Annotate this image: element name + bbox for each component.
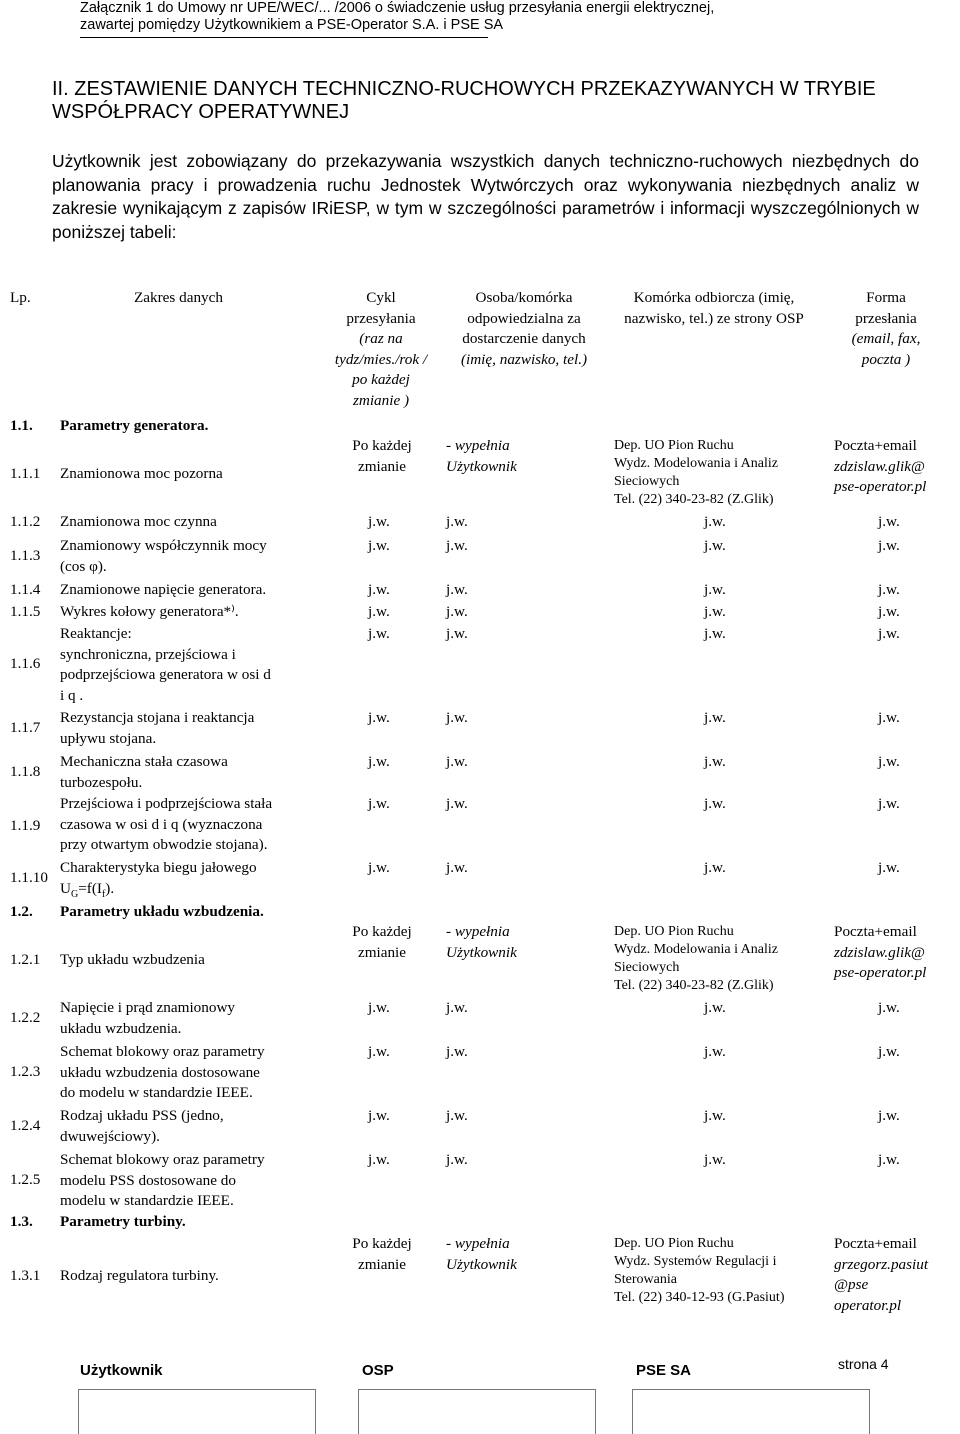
jw-cell: j.w. [446,859,468,876]
jw-cell: j.w. [704,625,726,642]
row-desc [60,624,271,706]
col-header-komorka: Komórka odbiorcza (imię, nazwisko, tel.) ze strony OSP [624,289,804,327]
jw-cell: j.w. [878,859,900,876]
col-header-cykl [328,288,434,411]
footer-osp: OSP [362,1362,394,1379]
row-recv [614,923,778,995]
row-desc-line: turbozespołu. [60,773,143,791]
jw-cell: j.w. [368,709,390,726]
row-desc [60,858,257,905]
form-line: zdzislaw.glik@ [834,457,925,475]
jw-cell: j.w. [878,1107,900,1124]
jw-cell: j.w. [368,1151,390,1168]
row-desc [60,536,267,577]
row-desc [60,998,235,1039]
row-cycle: Po każdej zmianie [352,923,412,961]
row-num: 1.2.2 [10,1009,41,1026]
recv-line: Wydz. Modelowania i Analiz [614,942,779,957]
form-line: zdzislaw.glik@ [834,943,925,961]
row-desc-line: Przejściowa i podprzejściowa stała [60,795,273,812]
row-desc: Znamionowa moc pozorna [60,465,223,482]
osoba-text: Osoba/komórka odpowiedzialna za dostarczenie danych [462,289,586,347]
jw-cell: j.w. [368,753,390,770]
row-num: 1.2.3 [10,1063,41,1080]
row-desc [60,512,217,533]
row-desc-line: Rodzaj układu PSS (jedno, [60,1107,224,1124]
row-desc-line: (cos φ). [60,557,107,575]
document-header [80,0,714,34]
page-number: strona 4 [838,1356,889,1372]
row-desc: Typ układu wzbudzenia [60,951,205,968]
form-line: @pse [834,1276,869,1293]
row-desc [60,708,254,749]
jw-cell: j.w. [704,1107,726,1124]
recv-line: Sterowania [614,1272,677,1287]
row-who: - wypełnia Użytkownik [446,437,517,475]
row-desc-line: Schemat blokowy oraz parametry [60,1151,265,1168]
jw-cell: j.w. [368,537,390,554]
jw-cell: j.w. [878,795,900,812]
jw-cell: j.w. [446,999,468,1016]
row-desc-line: Znamionowa moc czynna [60,513,217,530]
jw-cell: j.w. [704,753,726,770]
row-num: 1.1.7 [10,719,41,736]
jw-cell: j.w. [878,581,900,598]
jw-cell: j.w. [878,537,900,554]
row-num: 1.2.5 [10,1171,41,1188]
row-desc-line: Znamionowe napięcie generatora. [60,581,267,598]
signature-box-pse [632,1389,870,1434]
row-num: 1.1.1 [10,465,41,482]
row-desc-line: Wykres kołowy generatora*⁾. [60,603,239,620]
jw-cell: j.w. [704,999,726,1016]
jw-cell: j.w. [704,537,726,554]
group-title: Parametry turbiny. [60,1213,186,1230]
jw-cell: j.w. [368,1043,390,1060]
row-num: 1.1.9 [10,817,41,834]
signature-box-osp [358,1389,596,1434]
form-line: operator.pl [834,1296,902,1314]
jw-cell: j.w. [446,795,468,812]
jw-cell: j.w. [878,513,900,530]
row-desc-line: dwuwejściowy). [60,1127,160,1145]
section-title: II. ZESTAWIENIE DANYCH TECHNICZNO-RUCHOWYCH PRZEKAZYWANYCH W TRYBIE WSPÓŁPRACY OPERATYWNEJ [52,78,876,123]
header-rule [80,37,488,38]
jw-cell: j.w. [878,753,900,770]
row-desc [60,1042,265,1104]
jw-cell: j.w. [368,859,390,876]
row-num: 1.3.1 [10,1267,41,1284]
row-desc-line: modelu PSS dostosowane do [60,1171,236,1189]
jw-cell: j.w. [704,603,726,620]
jw-cell: j.w. [368,603,390,620]
recv-line: Dep. UO Pion Ruchu [614,1236,734,1251]
jw-cell: j.w. [368,795,390,812]
row-desc-line: Schemat blokowy oraz parametry [60,1043,265,1060]
row-desc-line: podprzejściowa generatora w osi d [60,666,271,683]
jw-cell: j.w. [704,513,726,530]
jw-cell: j.w. [704,1043,726,1060]
row-num: 1.1.8 [10,763,41,780]
form-line: pse-operator.pl [834,478,927,495]
recv-line: Tel. (22) 340-23-82 (Z.Glik) [614,978,774,993]
forma-text: Forma przesłania [855,289,917,327]
row-desc-line: przy otwartym obwodzie stojana). [60,836,268,853]
jw-cell: j.w. [368,999,390,1016]
row-who: - wypełnia Użytkownik [446,923,517,961]
form-line: Poczta+email [834,923,917,940]
row-desc-line: Reaktancje: [60,625,132,642]
jw-cell: j.w. [446,1107,468,1124]
jw-cell: j.w. [368,581,390,598]
intro-paragraph: Użytkownik jest zobowiązany do przekazywania wszystkich danych techniczno-ruchowych niezbędnych do planowania pracy i prowadzenia ruchu Jednostek Wytwórczych oraz wykonywania niezbędnych analiz w zakresie wynikającym z zapisów IRiESP, w tym w szczególności parametrów i informacji wyszczególnionych w poniższej tabeli: [52,151,919,242]
jw-cell: j.w. [446,1151,468,1168]
recv-line: Sieciowych [614,960,680,975]
recv-line: Tel. (22) 340-12-93 (G.Pasiut) [614,1290,785,1305]
jw-cell: j.w. [878,1043,900,1060]
group-title: Parametry układu wzbudzenia. [60,903,264,920]
row-desc [60,794,272,856]
jw-cell: j.w. [368,625,390,642]
form-line: Poczta+email [834,1235,917,1252]
row-num: 1.1.6 [10,655,41,672]
cykl-line-2: przesyłania [346,309,416,327]
jw-cell: j.w. [878,603,900,620]
osoba-italic: (imię, nazwisko, tel.) [460,350,588,368]
row-num: 1.1.3 [10,547,41,564]
cykl-line-1: Cykl [366,289,396,306]
row-form [834,922,926,984]
group-num: 1.2. [10,903,33,920]
jw-cell: j.w. [446,581,468,598]
form-line: Poczta+email [834,437,917,454]
group-title: Parametry generatora. [60,417,209,434]
col-header-lp: Lp. [10,289,31,306]
footer-uzytkownik: Użytkownik [80,1362,163,1379]
jw-cell: j.w. [368,513,390,530]
signature-box-uzytkownik [78,1389,316,1434]
row-desc-line: Charakterystyka biegu jałowego [60,859,257,876]
row-desc-line: synchroniczna, przejściowa i [60,645,236,663]
row-desc-line: i q . [60,686,84,704]
row-recv [614,437,778,509]
row-desc-line: czasowa w osi d i q (wyznaczona [60,815,263,833]
row-desc-line: Mechaniczna stała czasowa [60,753,228,770]
recv-line: Dep. UO Pion Ruchu [614,924,734,939]
col-header-forma [834,288,938,370]
recv-line: Wydz. Modelowania i Analiz [614,456,779,471]
jw-cell: j.w. [704,795,726,812]
header-line-1: Załącznik 1 do Umowy nr UPE/WEC/... /2006 o świadczenie usług przesyłania energii elektrycznej, [80,0,715,16]
header-line-2: zawartej pomiędzy Użytkownikiem a PSE-Operator S.A. i PSE SA [80,17,504,33]
jw-cell: j.w. [446,513,468,530]
jw-cell: j.w. [878,1151,900,1168]
form-line: pse-operator.pl [834,964,927,981]
row-desc-line: upływu stojana. [60,729,157,747]
row-num: 1.1.2 [10,513,41,530]
row-cycle: Po każdej zmianie [352,1235,412,1273]
row-num: 1.1.10 [10,869,48,886]
row-num: 1.1.4 [10,581,41,598]
row-desc-line: Rezystancja stojana i reaktancja [60,709,255,726]
jw-cell: j.w. [878,999,900,1016]
footer-pse: PSE SA [636,1362,692,1379]
jw-cell: j.w. [704,859,726,876]
row-desc [60,580,266,601]
row-form [834,1234,928,1316]
jw-cell: j.w. [704,709,726,726]
col-header-osoba [442,288,606,370]
recv-line: Dep. UO Pion Ruchu [614,438,734,453]
jw-cell: j.w. [368,1107,390,1124]
jw-cell: j.w. [878,625,900,642]
jw-cell: j.w. [446,537,468,554]
row-cycle: Po każdej zmianie [352,437,412,475]
recv-line: Wydz. Systemów Regulacji i [614,1254,777,1269]
row-desc-line: modelu w standardzie IEEE. [60,1192,234,1209]
row-desc-line: $U_G=f(I_f)$. [60,879,115,900]
recv-line: Tel. (22) 340-23-82 (Z.Glik) [614,492,774,507]
row-desc: Rodzaj regulatora turbiny. [60,1267,219,1284]
jw-cell: j.w. [704,581,726,598]
row-num: 1.2.1 [10,951,41,968]
row-num: 1.2.4 [10,1117,41,1134]
jw-cell: j.w. [446,1043,468,1060]
cykl-italic: (raz na tydz/mies./rok / po każdej zmianie ) [334,330,428,409]
row-recv [614,1235,785,1307]
jw-cell: j.w. [446,625,468,642]
jw-cell: j.w. [878,709,900,726]
row-who: - wypełnia Użytkownik [446,1235,517,1273]
forma-italic: (email, fax, poczta ) [851,330,921,368]
row-desc-line: układu wzbudzenia dostosowane [60,1063,260,1081]
jw-cell: j.w. [446,603,468,620]
row-desc [60,1106,224,1147]
row-desc-line: Napięcie i prąd znamionowy [60,999,236,1016]
jw-cell: j.w. [446,709,468,726]
form-line: grzegorz.pasiut [834,1255,929,1273]
row-desc [60,1150,265,1212]
group-num: 1.3. [10,1213,33,1230]
group-num: 1.1. [10,417,33,434]
row-form [834,436,926,498]
row-desc-line: układu wzbudzenia. [60,1019,182,1037]
jw-cell: j.w. [446,753,468,770]
recv-line: Sieciowych [614,474,680,489]
row-desc [60,752,228,793]
row-desc [60,602,239,623]
jw-cell: j.w. [704,1151,726,1168]
row-num: 1.1.5 [10,603,41,620]
row-desc-line: do modelu w standardzie IEEE. [60,1084,253,1101]
row-desc-line: Znamionowy współczynnik mocy [60,537,267,554]
col-header-zakres: Zakres danych [134,289,223,306]
